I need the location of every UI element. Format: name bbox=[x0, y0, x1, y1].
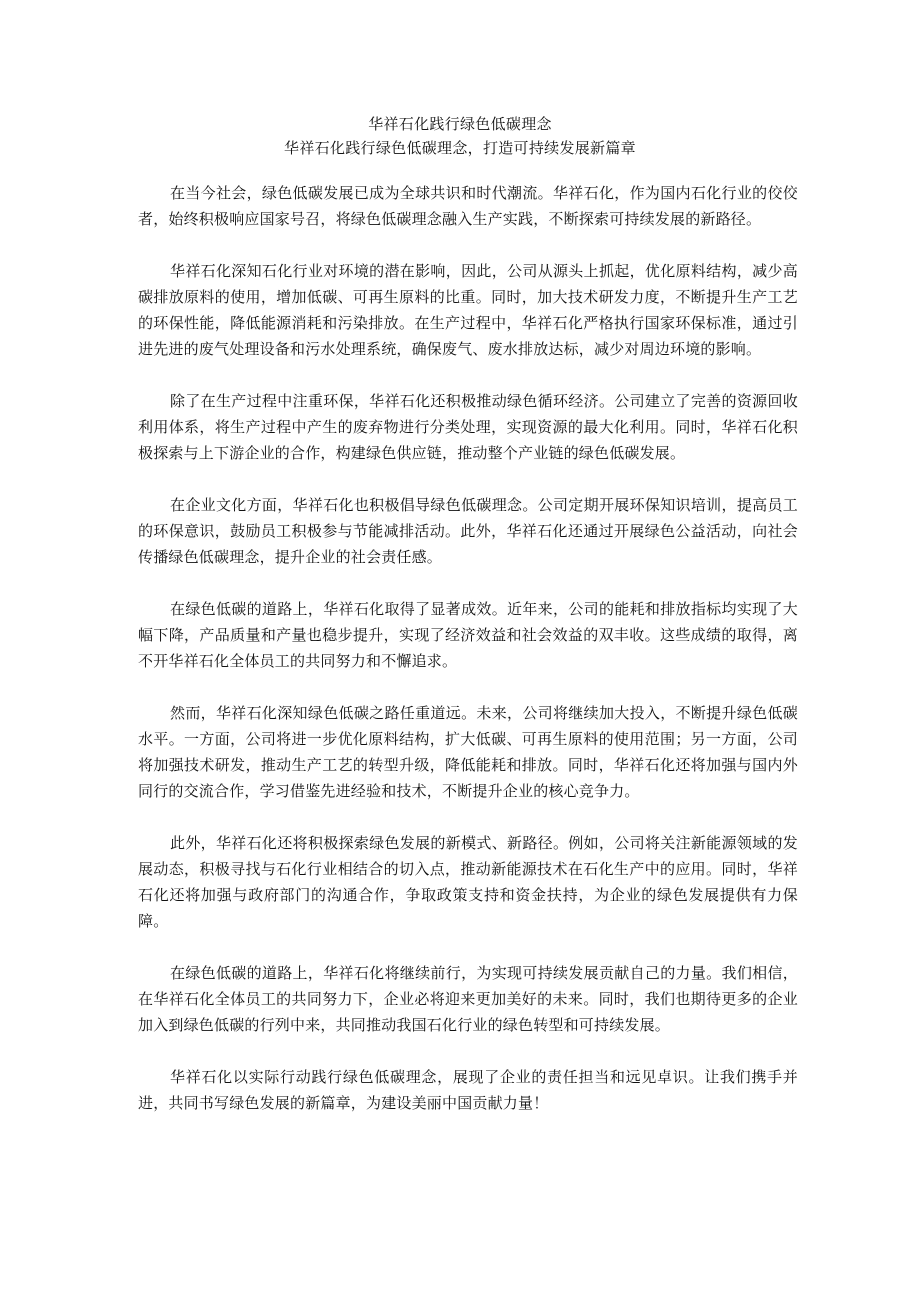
paragraph-7: 此外，华祥石化还将积极探索绿色发展的新模式、新路径。例如，公司将关注新能源领域的发展动态，积极寻找与石化行业相结合的切入点，推动新能源技术在石化生产中的应用。同时，华祥石化还将加强与政府部门的沟通合作，争取政策支持和资金扶持，为企业的绿色发展提供有力保障。 bbox=[138, 834, 798, 930]
paragraph-9: 华祥石化以实际行动践行绿色低碳理念，展现了企业的责任担当和远见卓识。让我们携手并进，共同书写绿色发展的新篇章，为建设美丽中国贡献力量！ bbox=[138, 1068, 798, 1112]
paragraph-4: 在企业文化方面，华祥石化也积极倡导绿色低碳理念。公司定期开展环保知识培训，提高员工的环保意识，鼓励员工积极参与节能减排活动。此外，华祥石化还通过开展绿色公益活动，向社会传播绿色低碳理念，提升企业的社会责任感。 bbox=[138, 496, 798, 566]
paragraph-1: 在当今社会，绿色低碳发展已成为全球共识和时代潮流。华祥石化，作为国内石化行业的佼佼者，始终积极响应国家号召，将绿色低碳理念融入生产实践，不断探索可持续发展的新路径。 bbox=[138, 184, 798, 228]
paragraph-8: 在绿色低碳的道路上，华祥石化将继续前行，为实现可持续发展贡献自己的力量。我们相信，在华祥石化全体员工的共同努力下，企业必将迎来更加美好的未来。同时，我们也期待更多的企业加入到绿色低碳的行列中来，共同推动我国石化行业的绿色转型和可持续发展。 bbox=[138, 964, 798, 1034]
paragraph-2: 华祥石化深知石化行业对环境的潜在影响，因此，公司从源头上抓起，优化原料结构，减少高碳排放原料的使用，增加低碳、可再生原料的比重。同时，加大技术研发力度，不断提升生产工艺的环保性能，降低能源消耗和污染排放。在生产过程中，华祥石化严格执行国家环保标准，通过引进先进的废气处理设备和污水处理系统，确保废气、废水排放达标，减少对周边环境的影响。 bbox=[138, 262, 798, 358]
paragraph-3: 除了在生产过程中注重环保，华祥石化还积极推动绿色循环经济。公司建立了完善的资源回收利用体系，将生产过程中产生的废弃物进行分类处理，实现资源的最大化利用。同时，华祥石化积极探索与上下游企业的合作，构建绿色供应链，推动整个产业链的绿色低碳发展。 bbox=[138, 392, 798, 462]
document-subtitle: 华祥石化践行绿色低碳理念，打造可持续发展新篇章 bbox=[284, 139, 636, 157]
document-title: 华祥石化践行绿色低碳理念 bbox=[368, 115, 552, 133]
title-block bbox=[0, 112, 920, 160]
paragraph-5: 在绿色低碳的道路上，华祥石化取得了显著成效。近年来，公司的能耗和排放指标均实现了大幅下降，产品质量和产量也稳步提升，实现了经济效益和社会效益的双丰收。这些成绩的取得，离不开华祥石化全体员工的共同努力和不懈追求。 bbox=[138, 600, 798, 670]
paragraph-6: 然而，华祥石化深知绿色低碳之路任重道远。未来，公司将继续加大投入，不断提升绿色低碳水平。一方面，公司将进一步优化原料结构，扩大低碳、可再生原料的使用范围；另一方面，公司将加强技术研发，推动生产工艺的转型升级，降低能耗和排放。同时，华祥石化还将加强与国内外同行的交流合作，学习借鉴先进经验和技术，不断提升企业的核心竞争力。 bbox=[138, 704, 798, 800]
document-body bbox=[138, 180, 798, 1142]
